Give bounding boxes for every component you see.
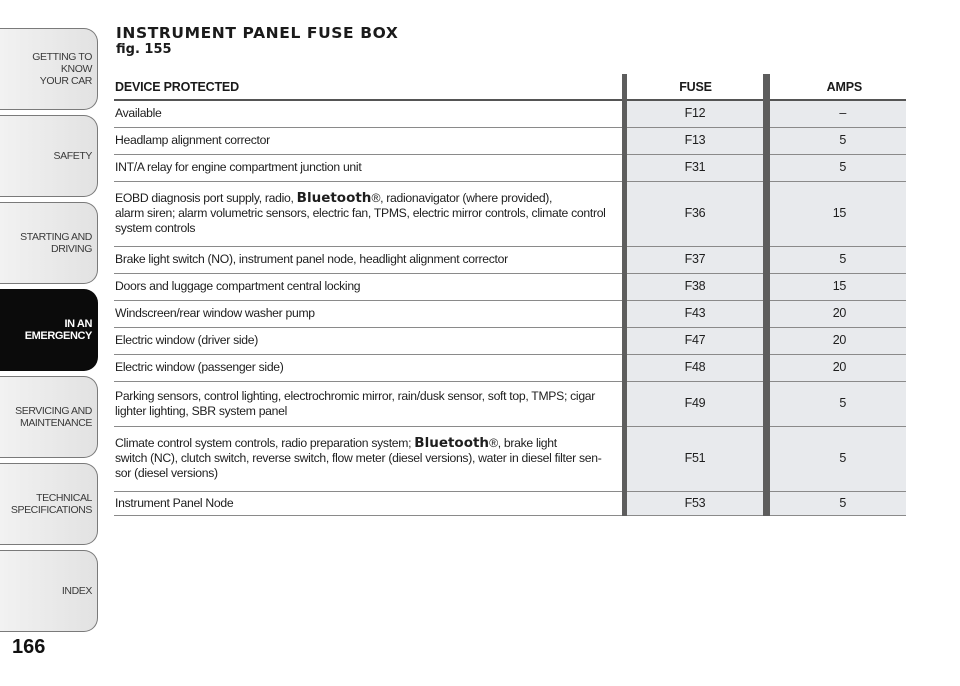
fuse-cell: F12 [627, 100, 763, 127]
device-text: Climate control system controls, radio preparation system; [115, 436, 415, 450]
bluetooth-wordmark: Bluetooth [296, 190, 372, 206]
tab-label: TECHNICAL SPECIFICATIONS [10, 492, 92, 516]
device-cell: INT/A relay for engine compartment junction unit [114, 154, 622, 181]
table-row [114, 273, 906, 300]
device-cell [114, 381, 622, 426]
chapter-sidebar [0, 0, 100, 686]
column-divider [763, 127, 770, 154]
fuse-cell: F36 [627, 181, 763, 246]
amps-cell: 20 [770, 300, 906, 327]
column-divider [763, 300, 770, 327]
header-device-protected: DEVICE PROTECTED [114, 74, 622, 100]
table-header-row [114, 74, 906, 100]
fuse-table [114, 74, 906, 516]
table-row [114, 127, 906, 154]
amps-cell: 5 [770, 491, 906, 515]
table-row [114, 327, 906, 354]
column-divider [763, 327, 770, 354]
amps-cell: 20 [770, 327, 906, 354]
amps-cell: 5 [770, 381, 906, 426]
device-cell: Windscreen/rear window washer pump [114, 300, 622, 327]
tab-in-an-emergency[interactable] [0, 289, 98, 371]
column-divider [763, 181, 770, 246]
column-divider [763, 426, 770, 491]
device-cell: Instrument Panel Node [114, 491, 622, 515]
fuse-cell: F31 [627, 154, 763, 181]
fuse-cell: F51 [627, 426, 763, 491]
table-row [114, 426, 906, 491]
tab-safety[interactable] [0, 115, 98, 197]
device-cell [114, 426, 622, 491]
table-row [114, 154, 906, 181]
header-amps: AMPS [770, 74, 906, 100]
fuse-cell: F48 [627, 354, 763, 381]
figure-reference: fig. 155 [116, 42, 172, 57]
column-divider [763, 491, 770, 515]
tab-label: SAFETY [53, 150, 92, 162]
tab-label: IN AN EMERGENCY [24, 318, 92, 342]
column-divider [763, 100, 770, 127]
device-text: alarm siren; alarm volumetric sensors, electric fan, TPMS, electric mirror controls, climate control [115, 206, 606, 220]
device-cell: Doors and luggage compartment central locking [114, 273, 622, 300]
column-divider [763, 154, 770, 181]
amps-cell: 20 [770, 354, 906, 381]
amps-cell: – [770, 100, 906, 127]
tab-getting-to-know-your-car[interactable] [0, 28, 98, 110]
device-text: switch (NC), clutch switch, reverse switch, flow meter (diesel versions), water in diesel filter sen- [115, 451, 602, 465]
column-divider [763, 354, 770, 381]
tab-label: SERVICING AND MAINTENANCE [15, 405, 92, 429]
table-row [114, 381, 906, 426]
device-text: ®, brake light [489, 436, 557, 450]
device-text: ®, radionavigator (where provided), [371, 191, 553, 205]
table-row [114, 181, 906, 246]
device-text: Parking sensors, control lighting, electrochromic mirror, rain/dusk sensor, soft top, TMPS; cigar [115, 388, 596, 403]
device-cell: Headlamp alignment corrector [114, 127, 622, 154]
device-text: EOBD diagnosis port supply, radio, [115, 191, 297, 205]
column-divider [763, 381, 770, 426]
page-number: 166 [12, 636, 46, 658]
device-text: sor (diesel versions) [115, 466, 218, 480]
column-divider [763, 74, 770, 100]
table-row [114, 300, 906, 327]
table-row [114, 100, 906, 127]
device-cell: Brake light switch (NO), instrument panel node, headlight alignment corrector [114, 246, 622, 273]
section-title: INSTRUMENT PANEL FUSE BOX [116, 24, 399, 42]
amps-cell: 5 [770, 426, 906, 491]
amps-cell: 5 [770, 127, 906, 154]
column-divider [763, 246, 770, 273]
table-row [114, 354, 906, 381]
device-cell: Electric window (passenger side) [114, 354, 622, 381]
amps-cell: 5 [770, 154, 906, 181]
tab-technical-specifications[interactable] [0, 463, 98, 545]
fuse-cell: F47 [627, 327, 763, 354]
device-text: lighter lighting, SBR system panel [115, 403, 288, 418]
fuse-cell: F13 [627, 127, 763, 154]
column-divider [763, 273, 770, 300]
table-row [114, 246, 906, 273]
device-text: system controls [115, 221, 196, 235]
table-row [114, 491, 906, 515]
tab-label: INDEX [61, 585, 92, 597]
tab-starting-and-driving[interactable] [0, 202, 98, 284]
bluetooth-wordmark: Bluetooth [414, 435, 490, 451]
fuse-cell: F43 [627, 300, 763, 327]
fuse-cell: F49 [627, 381, 763, 426]
amps-cell: 15 [770, 273, 906, 300]
tab-index[interactable] [0, 550, 98, 632]
tab-servicing-and-maintenance[interactable] [0, 376, 98, 458]
amps-cell: 5 [770, 246, 906, 273]
tab-label: STARTING AND DRIVING [20, 231, 92, 255]
device-cell [114, 181, 622, 246]
fuse-cell: F38 [627, 273, 763, 300]
fuse-cell: F53 [627, 491, 763, 515]
section-heading [116, 24, 398, 58]
device-cell: Electric window (driver side) [114, 327, 622, 354]
header-fuse: FUSE [627, 74, 763, 100]
amps-cell: 15 [770, 181, 906, 246]
device-cell: Available [114, 100, 622, 127]
tab-label: GETTING TO KNOW YOUR CAR [32, 51, 92, 87]
fuse-cell: F37 [627, 246, 763, 273]
